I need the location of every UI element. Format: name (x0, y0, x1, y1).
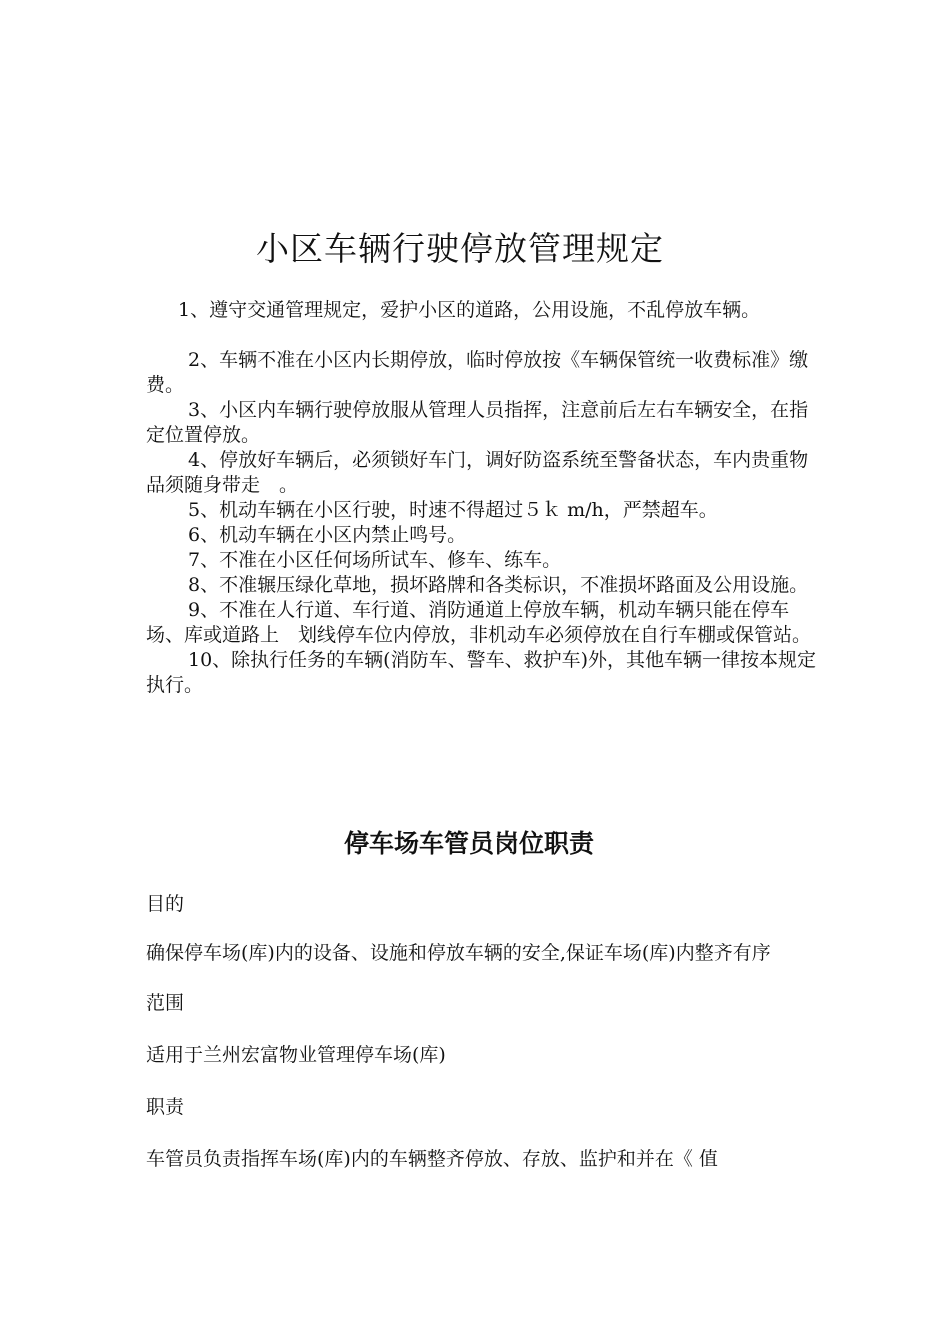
rule-item: 1、遵守交通管理规定，爱护小区的道路，公用设施，不乱停放车辆。 (178, 299, 761, 321)
rule-item: 2、车辆不准在小区内长期停放，临时停放按《车辆保管统一收费标准》缴费。 (146, 349, 809, 396)
rule-item: 5、机动车辆在小区行驶，时速不得超过５ｋ m/h，严禁超车。 (188, 499, 718, 521)
document-title: 小区车辆行驶停放管理规定 (256, 229, 664, 268)
rule-item: 9、不准在人行道、车行道、消防通道上停放车辆，机动车辆只能在停车场、库或道路上 划线停车位内停放，非机动车必须停放在自行车棚或保管站。 (146, 599, 812, 646)
scope-heading: 范围 (146, 992, 185, 1014)
rule-item: 6、机动车辆在小区内禁止鸣号。 (188, 524, 467, 546)
purpose-text: 确保停车场(库)内的设备、设施和停放车辆的安全,保证车场(库)内整齐有序 (146, 942, 771, 964)
section-title: 停车场车管员岗位职责 (343, 829, 594, 858)
rule-item: 7、不准在小区任何场所试车、修车、练车。 (188, 549, 562, 571)
duty-heading: 职责 (146, 1096, 185, 1118)
purpose-heading: 目的 (146, 893, 185, 915)
scope-text: 适用于兰州宏富物业管理停车场(库) (146, 1044, 446, 1066)
rule-item: 4、停放好车辆后，必须锁好车门，调好防盗系统至警备状态，车内贵重物品须随身带走 。 (146, 449, 809, 496)
duty-section (146, 888, 818, 1175)
rule-item: 8、不准辗压绿化草地，损坏路牌和各类标识，不准损坏路面及公用设施。 (188, 574, 809, 596)
rule-item: 3、小区内车辆行驶停放服从管理人员指挥，注意前后左右车辆安全，在指定位置停放。 (146, 399, 809, 446)
duty-text: 车管员负责指挥车场(库)内的车辆整齐停放、存放、监护和并在《 值 (146, 1148, 718, 1170)
rule-item: 10、除执行任务的车辆(消防车、警车、救护车)外，其他车辆一律按本规定执行。 (146, 649, 817, 696)
rules-list (146, 298, 818, 698)
